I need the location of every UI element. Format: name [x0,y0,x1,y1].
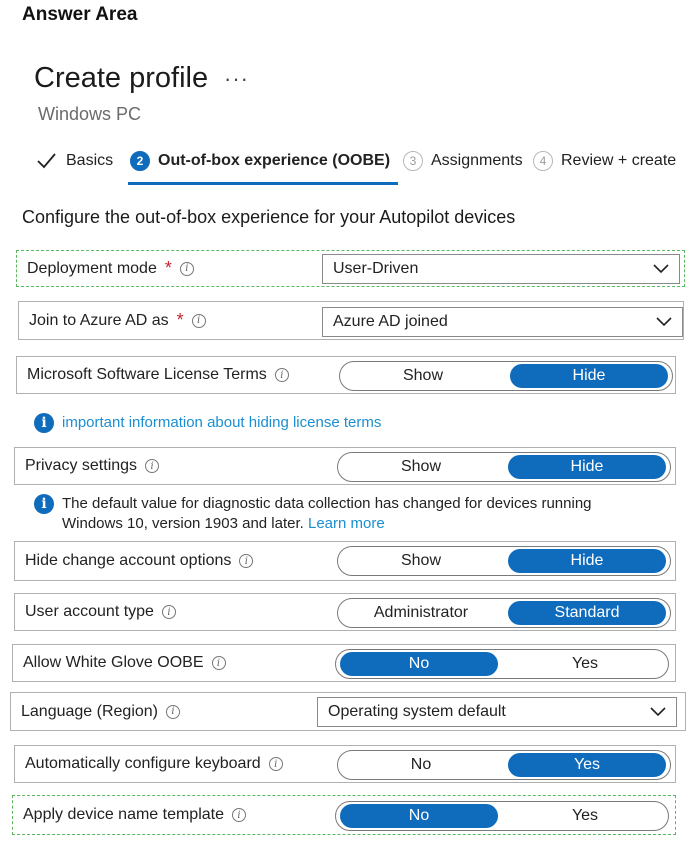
privacy-settings-row [14,447,676,485]
license-terms-info-link[interactable]: important information about hiding license terms [62,414,382,431]
step-number: 4 [533,151,553,171]
more-options-button[interactable]: ··· [224,66,249,91]
info-filled-icon: i [34,413,54,433]
toggle-option-hide[interactable]: Hide [508,455,666,479]
user-account-type-toggle[interactable] [337,598,671,628]
step-number: 2 [130,151,150,171]
step-label: Out-of-box experience (OOBE) [158,152,391,169]
dropdown-value: Azure AD joined [333,313,448,330]
user-account-type-row [14,593,676,631]
field-label-text: Microsoft Software License Terms [27,366,267,383]
toggle-option-no[interactable]: No [410,756,432,773]
toggle-option-yes[interactable]: Yes [508,753,666,777]
toggle-option-show[interactable]: Show [402,367,444,384]
license-terms-row [16,356,676,394]
step-assignments[interactable] [403,146,523,176]
info-filled-icon: i [34,494,54,514]
privacy-settings-label [25,448,159,484]
field-label-text: Allow White Glove OOBE [23,654,204,671]
info-icon[interactable]: i [269,757,283,771]
dropdown-value: Operating system default [328,703,506,720]
join-azure-label [29,302,206,339]
chevron-down-icon [650,707,666,717]
toggle-option-show[interactable]: Show [400,458,442,475]
device-name-template-label [23,796,246,834]
field-label-text: Hide change account options [25,552,232,569]
device-name-template-toggle[interactable] [335,801,669,831]
toggle-option-hide[interactable]: Hide [510,364,668,388]
dropdown-value: User-Driven [333,260,419,277]
privacy-info-note [34,494,654,534]
page-subtitle: Windows PC [38,104,142,124]
hide-change-account-row [14,541,676,581]
language-region-label [21,693,180,730]
checkmark-icon [36,151,56,171]
auto-keyboard-row [14,745,676,783]
required-asterisk: * [164,258,172,278]
device-name-template-row [12,795,676,835]
wizard-steps [0,146,689,186]
required-asterisk: * [176,310,184,330]
chevron-down-icon [656,317,672,327]
toggle-option-yes[interactable]: Yes [571,807,599,824]
toggle-option-no[interactable]: No [340,652,498,676]
hide-change-account-label [25,542,253,580]
toggle-option-no[interactable]: No [340,804,498,828]
white-glove-toggle[interactable] [335,649,669,679]
page-title: Create profile [34,62,209,94]
privacy-note-text [62,494,592,534]
license-terms-label [27,357,289,393]
step-basics[interactable] [36,146,113,176]
field-label-text: Apply device name template [23,806,224,823]
auto-keyboard-toggle[interactable] [337,750,671,780]
field-label-text: Deployment mode [27,259,157,277]
info-icon[interactable]: i [192,314,206,328]
white-glove-label [23,645,226,681]
white-glove-row [12,644,676,682]
learn-more-link[interactable]: Learn more [307,515,385,532]
license-info-note [34,413,381,433]
join-azure-row [18,301,684,340]
user-account-type-label [25,594,176,630]
field-label-text: Privacy settings [25,457,138,474]
step-label: Review + create [561,152,677,169]
info-icon[interactable]: i [212,656,226,670]
step-label: Assignments [431,152,523,169]
step-oobe[interactable] [130,146,390,176]
toggle-option-standard[interactable]: Standard [508,601,666,625]
chevron-down-icon [653,264,669,274]
privacy-note-line1: The default value for diagnostic data collection has changed for devices running [62,495,592,512]
language-region-dropdown[interactable] [317,697,677,727]
section-heading: Configure the out-of-box experience for your Autopilot devices [22,207,516,227]
toggle-option-hide[interactable]: Hide [508,549,666,573]
privacy-settings-toggle[interactable] [337,452,671,482]
field-label-text: Language (Region) [21,702,158,720]
active-step-underline [128,182,398,185]
language-region-row [10,692,686,731]
toggle-option-yes[interactable]: Yes [571,655,599,672]
info-icon[interactable]: i [166,705,180,719]
deployment-mode-label [27,251,194,286]
info-icon[interactable]: i [239,554,253,568]
step-review-create[interactable] [533,146,676,176]
toggle-option-show[interactable]: Show [400,552,442,569]
info-icon[interactable]: i [145,459,159,473]
step-label: Basics [66,152,114,169]
toggle-option-administrator[interactable]: Administrator [373,604,469,621]
join-azure-dropdown[interactable] [322,307,683,337]
info-icon[interactable]: i [275,368,289,382]
deployment-mode-dropdown[interactable] [322,254,680,284]
auto-keyboard-label [25,746,283,782]
answer-area-heading: Answer Area [22,4,138,25]
license-terms-toggle[interactable] [339,361,673,391]
field-label-text: Join to Azure AD as [29,311,169,329]
hide-change-account-toggle[interactable] [337,546,671,576]
info-icon[interactable]: i [232,808,246,822]
field-label-text: Automatically configure keyboard [25,755,261,772]
step-number: 3 [403,151,423,171]
info-icon[interactable]: i [162,605,176,619]
field-label-text: User account type [25,603,154,620]
privacy-note-line2: Windows 10, version 1903 and later. [62,515,304,532]
info-icon[interactable]: i [180,262,194,276]
deployment-mode-row [16,250,685,287]
